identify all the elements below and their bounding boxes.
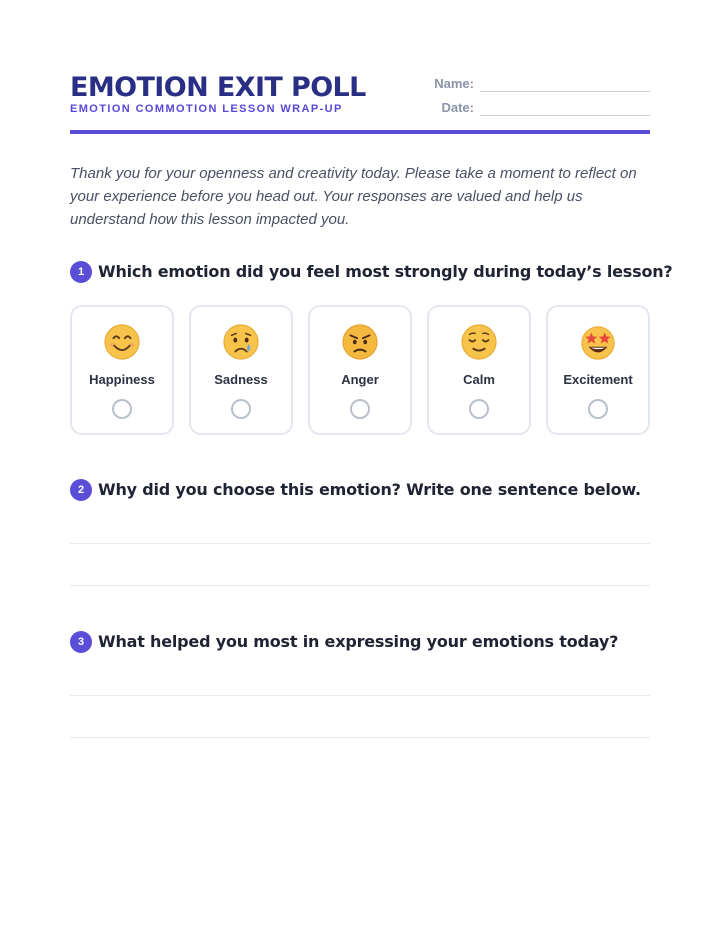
emotion-options — [70, 305, 650, 435]
answer-line[interactable] — [70, 695, 650, 696]
name-field[interactable] — [420, 76, 650, 96]
option-excitement[interactable] — [546, 305, 650, 435]
question-text: What helped you most in expressing your emotions today? — [98, 632, 619, 651]
question-number-badge: 2 — [70, 479, 92, 501]
option-happiness[interactable] — [70, 305, 174, 435]
question-1 — [70, 260, 673, 284]
option-label: Anger — [341, 372, 379, 387]
page-title: EMOTION EXIT POLL — [70, 72, 366, 103]
page-subtitle: EMOTION COMMOTION LESSON WRAP-UP — [70, 103, 343, 115]
header-divider — [70, 130, 650, 134]
page-header — [70, 70, 650, 134]
option-calm[interactable] — [427, 305, 531, 435]
radio-button[interactable] — [231, 399, 251, 419]
answer-line[interactable] — [70, 737, 650, 738]
radio-button[interactable] — [350, 399, 370, 419]
option-label: Happiness — [89, 372, 155, 387]
relieved-face-icon — [460, 323, 498, 361]
question-2 — [70, 478, 660, 502]
star-struck-face-icon — [579, 323, 617, 361]
intro-text: Thank you for your openness and creativity today. Please take a moment to reflect on your experience before you head out. Your responses are valued and help us understand how this lesson impacted you. — [70, 165, 637, 228]
option-label: Excitement — [563, 372, 633, 387]
radio-button[interactable] — [588, 399, 608, 419]
question-number-badge: 3 — [70, 631, 92, 653]
option-sadness[interactable] — [189, 305, 293, 435]
date-field[interactable] — [420, 100, 650, 120]
date-label: Date: — [441, 100, 474, 115]
question-text: Which emotion did you feel most strongly during today’s lesson? — [98, 262, 673, 281]
option-label: Calm — [463, 372, 495, 387]
smiling-face-icon — [103, 323, 141, 361]
crying-face-icon — [222, 323, 260, 361]
option-label: Sadness — [214, 372, 268, 387]
radio-button[interactable] — [469, 399, 489, 419]
answer-line[interactable] — [70, 585, 650, 586]
radio-button[interactable] — [112, 399, 132, 419]
name-label: Name: — [434, 76, 474, 91]
option-anger[interactable] — [308, 305, 412, 435]
name-line[interactable] — [480, 91, 650, 92]
angry-face-icon — [341, 323, 379, 361]
question-3 — [70, 630, 660, 654]
answer-line[interactable] — [70, 543, 650, 544]
question-number-badge: 1 — [70, 261, 92, 283]
question-text: Why did you choose this emotion? Write one sentence below. — [98, 480, 641, 499]
date-line[interactable] — [480, 115, 650, 116]
